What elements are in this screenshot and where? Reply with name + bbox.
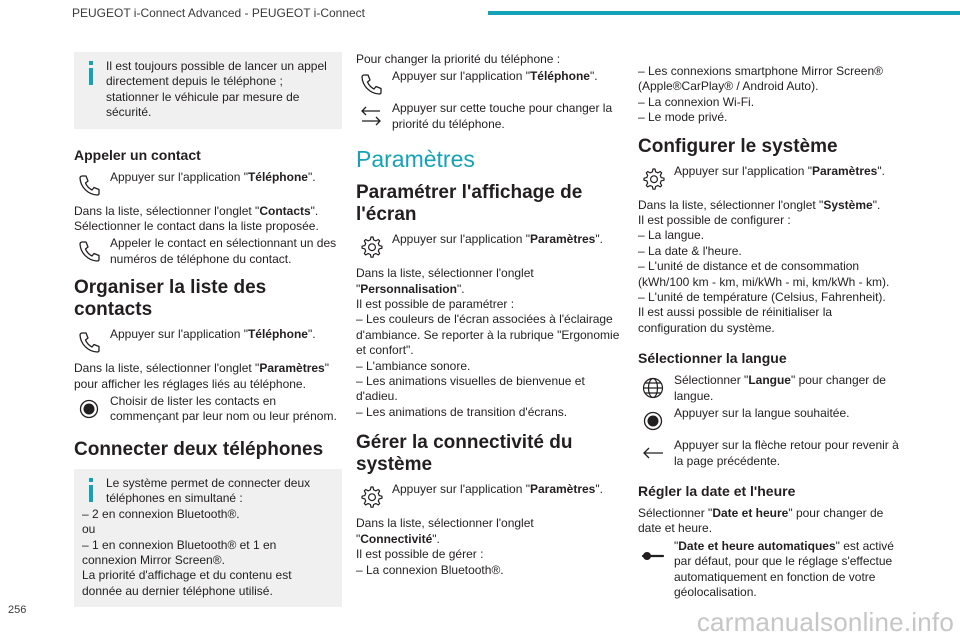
paragraph: Dans la liste, sélectionner l'onglet "Paramètres" pour afficher les réglages liés au téléphone.: [74, 361, 329, 391]
paragraph: Il est possible de paramétrer :: [356, 297, 515, 312]
list-item: – La date & l'heure.: [638, 243, 742, 258]
paragraph: Dans la liste, sélectionner l'onglet "Connectivité".: [356, 516, 534, 546]
header-accent-bar: [488, 11, 960, 15]
watermark: carmanualsonline.info: [696, 607, 954, 637]
paragraph: Dans la liste, sélectionner l'onglet "Contacts".: [74, 203, 319, 218]
paragraph: Sélectionner "Date et heure" pour changer de date et heure.: [638, 505, 884, 536]
gear-icon: [356, 232, 386, 262]
phone-icon: [74, 236, 104, 266]
note-text: Le système permet de connecter deux téléphones en simultané :: [106, 475, 311, 506]
section-title-parametres: Paramètres: [356, 146, 475, 173]
toggle-switch-icon: [638, 539, 668, 569]
note-text: Il est toujours possible de lancer un appel directement depuis le téléphone ; stationner le véhicule par mesure de sécurité.: [106, 59, 327, 120]
heading-call-contact: Appeler un contact: [74, 146, 201, 163]
list-item: – La connexion Bluetooth®.: [356, 562, 504, 577]
step-open-settings-app: Appuyer sur l'application "Paramètres".: [638, 164, 902, 194]
heading-organise-contacts: Organiser la liste des contacts: [74, 277, 267, 321]
back-arrow-icon: [638, 438, 668, 468]
phone-icon: [74, 327, 104, 357]
radio-button-icon: [638, 406, 668, 436]
note-text: – 2 en connexion Bluetooth®.: [82, 506, 240, 521]
info-icon: [84, 61, 98, 85]
paragraph: Dans la liste, sélectionner l'onglet "Système".: [638, 197, 881, 212]
info-icon: [84, 478, 98, 502]
gear-icon: [356, 482, 386, 512]
list-item: – Les animations de transition d'écrans.: [356, 404, 568, 419]
column-1: [74, 52, 342, 607]
paragraph: Il est aussi possible de réinitialiser la configuration du système.: [638, 305, 833, 335]
gear-icon: [638, 164, 668, 194]
step-call-contact: Appeler le contact en sélectionnant un des numéros de téléphone du contact.: [74, 236, 342, 267]
paragraph: Pour changer la priorité du téléphone :: [356, 52, 561, 66]
paragraph: Sélectionner le contact dans la liste proposée.: [74, 219, 319, 234]
page-header-title: PEUGEOT i-Connect Advanced - PEUGEOT i-Connect: [72, 6, 366, 20]
column-3: [638, 64, 902, 600]
step-choose-language: Appuyer sur la langue souhaitée.: [638, 406, 902, 436]
heading-connect-two-phones: Connecter deux téléphones: [74, 438, 324, 460]
note-text: ou: [82, 522, 96, 537]
list-item: – Les connexions smartphone Mirror Screen® (Apple®CarPlay® / Android Auto).: [638, 64, 883, 94]
heading-display-settings: Paramétrer l'affichage de l'écran: [356, 182, 583, 226]
list-item: – L'ambiance sonore.: [356, 358, 471, 373]
page-number: 256: [8, 604, 27, 616]
phone-icon: [356, 69, 386, 99]
step-auto-date-time: "Date et heure automatiques" est activé par défaut, pour que le réglage s'effectue automatiquement en fonction de votre géolocalisation.: [638, 539, 902, 601]
info-note-safety: [74, 52, 342, 129]
step-change-priority: Appuyer sur cette touche pour changer la priorité du téléphone.: [356, 101, 620, 132]
list-item: – La langue.: [638, 228, 705, 243]
paragraph: Il est possible de gérer :: [356, 547, 484, 562]
note-text: – 1 en connexion Bluetooth® et 1 en connexion Mirror Screen®.: [82, 537, 277, 567]
step-open-settings-app: Appuyer sur l'application "Paramètres".: [356, 482, 620, 512]
step-open-phone-app: Appuyer sur l'application "Téléphone".: [356, 69, 620, 99]
paragraph: Dans la liste, sélectionner l'onglet "Personnalisation".: [356, 266, 534, 296]
heading-set-date-time: Régler la date et l'heure: [638, 482, 796, 499]
step-choose-sort: Choisir de lister les contacts en commençant par leur nom ou leur prénom.: [74, 394, 342, 425]
globe-icon: [638, 373, 668, 403]
list-item: – La connexion Wi-Fi.: [638, 94, 755, 109]
note-text: La priorité d'affichage et du contenu est donnée au dernier téléphone utilisé.: [82, 568, 292, 598]
phone-icon: [74, 170, 104, 200]
heading-configure-system: Configurer le système: [638, 135, 838, 157]
paragraph: Il est possible de configurer :: [638, 213, 791, 228]
step-open-phone-app: Appuyer sur l'application "Téléphone".: [74, 327, 342, 357]
heading-select-language: Sélectionner la langue: [638, 350, 787, 367]
list-item: – Les couleurs de l'écran associées à l'éclairage d'ambiance. Se reporter à la rubrique "Ergonomie et confort".: [356, 312, 620, 358]
swap-arrows-icon: [356, 101, 386, 131]
list-item: – Les animations visuelles de bienvenue et d'adieu.: [356, 374, 585, 404]
info-note-two-phones: [74, 469, 342, 607]
radio-button-icon: [74, 394, 104, 424]
list-item: – Le mode privé.: [638, 110, 728, 125]
list-item: – L'unité de distance et de consommation (kWh/100 km - km, mi/kWh - mi, km/kWh - km).: [638, 259, 890, 289]
heading-connectivity: Gérer la connectivité du système: [356, 432, 573, 476]
step-go-back: Appuyer sur la flèche retour pour revenir à la page précédente.: [638, 438, 902, 469]
list-item: – L'unité de température (Celsius, Fahrenheit).: [638, 290, 886, 305]
step-open-phone-app: Appuyer sur l'application "Téléphone".: [74, 170, 342, 200]
step-open-settings-app: Appuyer sur l'application "Paramètres".: [356, 232, 620, 262]
column-2: [356, 52, 620, 578]
step-select-language: Sélectionner "Langue" pour changer de langue.: [638, 373, 902, 404]
